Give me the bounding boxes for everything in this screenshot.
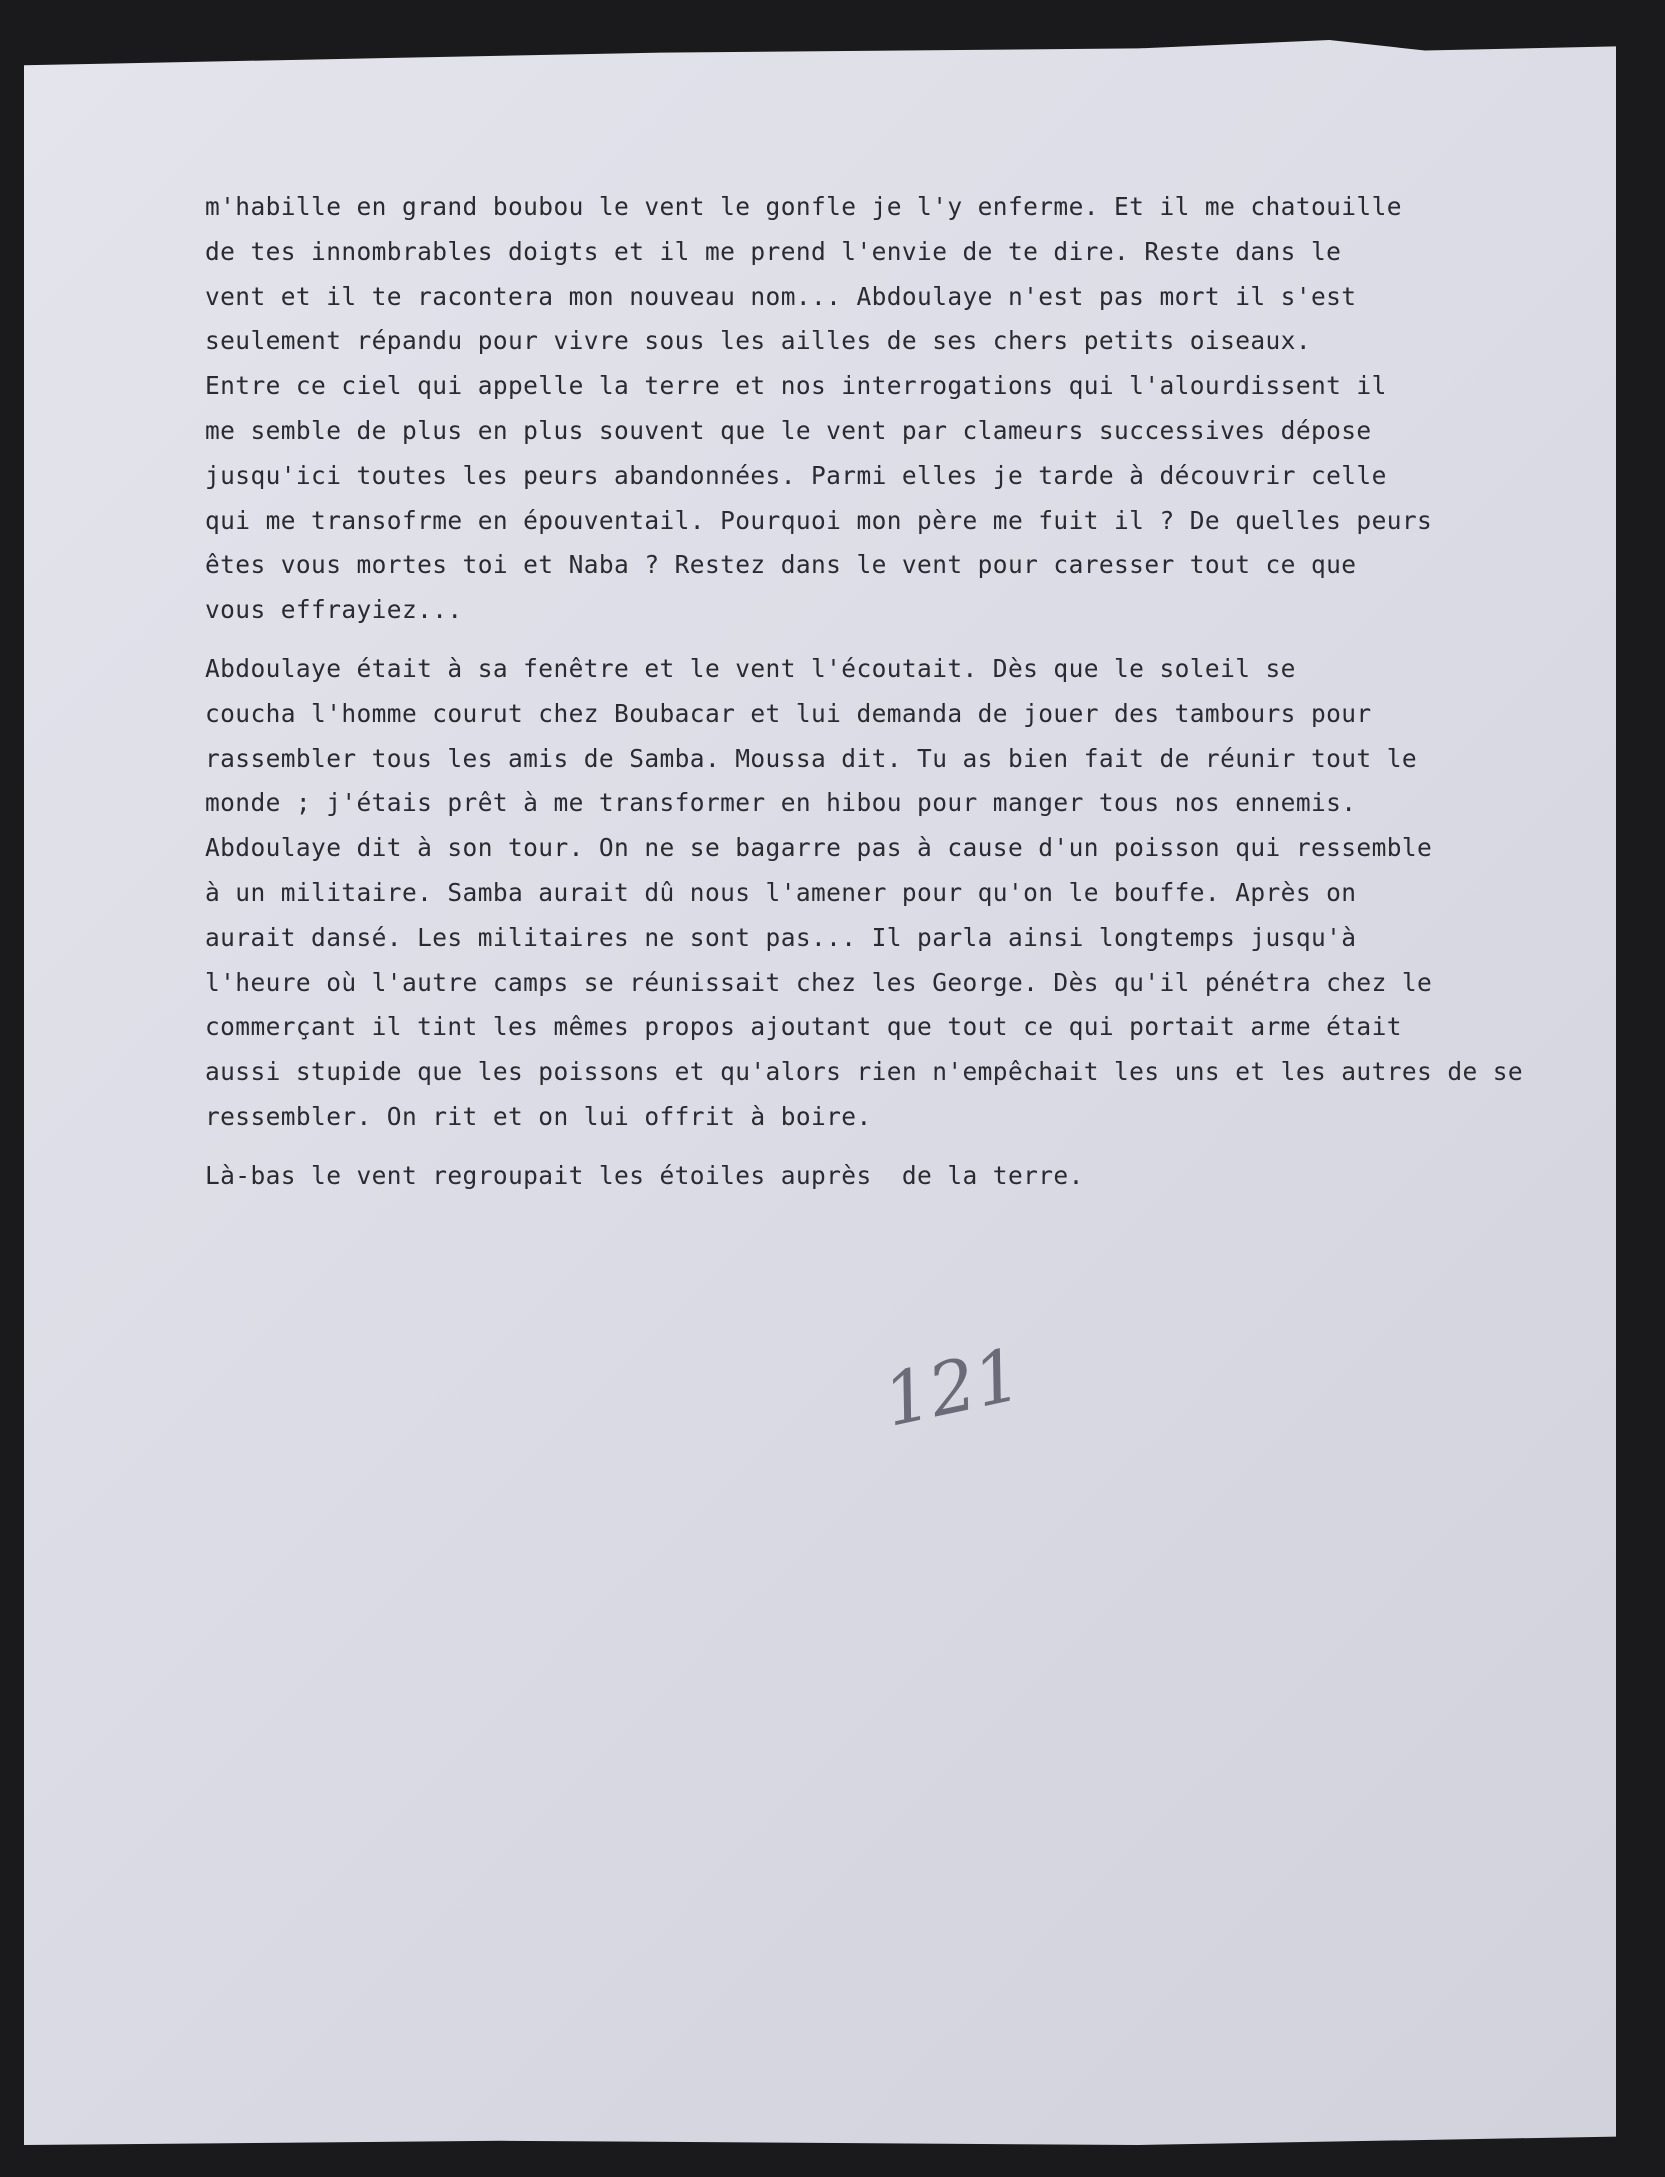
text-line: ressembler. On rit et on lui offrit à boire.: [205, 1101, 872, 1131]
text-line: Abdoulaye dit à son tour. On ne se bagarre pas à cause d'un poisson qui ressemble: [205, 833, 1433, 863]
text-line: monde ; j'étais prêt à me transformer en hibou pour manger tous nos ennemis.: [205, 788, 1357, 818]
text-line: rassembler tous les amis de Samba. Moussa dit. Tu as bien fait de réunir tout le: [205, 743, 1418, 773]
text-line: êtes vous mortes toi et Naba ? Restez dans le vent pour caresser tout ce que: [205, 550, 1357, 580]
text-line: aurait dansé. Les militaires ne sont pas... Il parla ainsi longtemps jusqu'à: [205, 922, 1357, 952]
text-line: l'heure où l'autre camps se réunissait chez les George. Dès qu'il pénétra chez le: [205, 967, 1433, 997]
text-line: commerçant il tint les mêmes propos ajoutant que tout ce qui portait arme était: [205, 1012, 1402, 1042]
text-line: Là-bas le vent regroupait les étoiles auprès de la terre.: [205, 1160, 1084, 1190]
text-line: seulement répandu pour vivre sous les ailles de ses chers petits oiseaux.: [205, 326, 1311, 356]
text-line: jusqu'ici toutes les peurs abandonnées. Parmi elles je tarde à découvrir celle: [205, 460, 1387, 490]
text-line: vous effrayiez...: [205, 595, 463, 625]
text-line: me semble de plus en plus souvent que le vent par clameurs successives dépose: [205, 415, 1372, 445]
text-line: Abdoulaye était à sa fenêtre et le vent l'écoutait. Dès que le soleil se: [205, 653, 1296, 683]
paragraph-3: [205, 1154, 1625, 1199]
handwritten-page-number: [876, 1331, 1029, 1443]
text-line: Entre ce ciel qui appelle la terre et nos interrogations qui l'alourdissent il: [205, 371, 1387, 401]
text-line: à un militaire. Samba aurait dû nous l'amener pour qu'on le bouffe. Après on: [205, 877, 1357, 907]
page-body: [205, 185, 1625, 1213]
text-line: coucha l'homme courut chez Boubacar et lui demanda de jouer des tambours pour: [205, 698, 1372, 728]
text-line: m'habille en grand boubou le vent le gonfle je l'y enferme. Et il me chatouille: [205, 192, 1402, 221]
paragraph-2: [205, 647, 1625, 1140]
paragraph-1: [205, 185, 1625, 633]
text-line: vent et il te racontera mon nouveau nom... Abdoulaye n'est pas mort il s'est: [205, 281, 1357, 311]
page-number-text: 121: [876, 1331, 1029, 1443]
text-line: aussi stupide que les poissons et qu'alors rien n'empêchait les uns et les autres de se: [205, 1057, 1524, 1087]
text-line: qui me transofrme en épouventail. Pourquoi mon père me fuit il ? De quelles peurs: [205, 505, 1433, 535]
text-line: de tes innombrables doigts et il me prend l'envie de te dire. Reste dans le: [205, 236, 1342, 266]
